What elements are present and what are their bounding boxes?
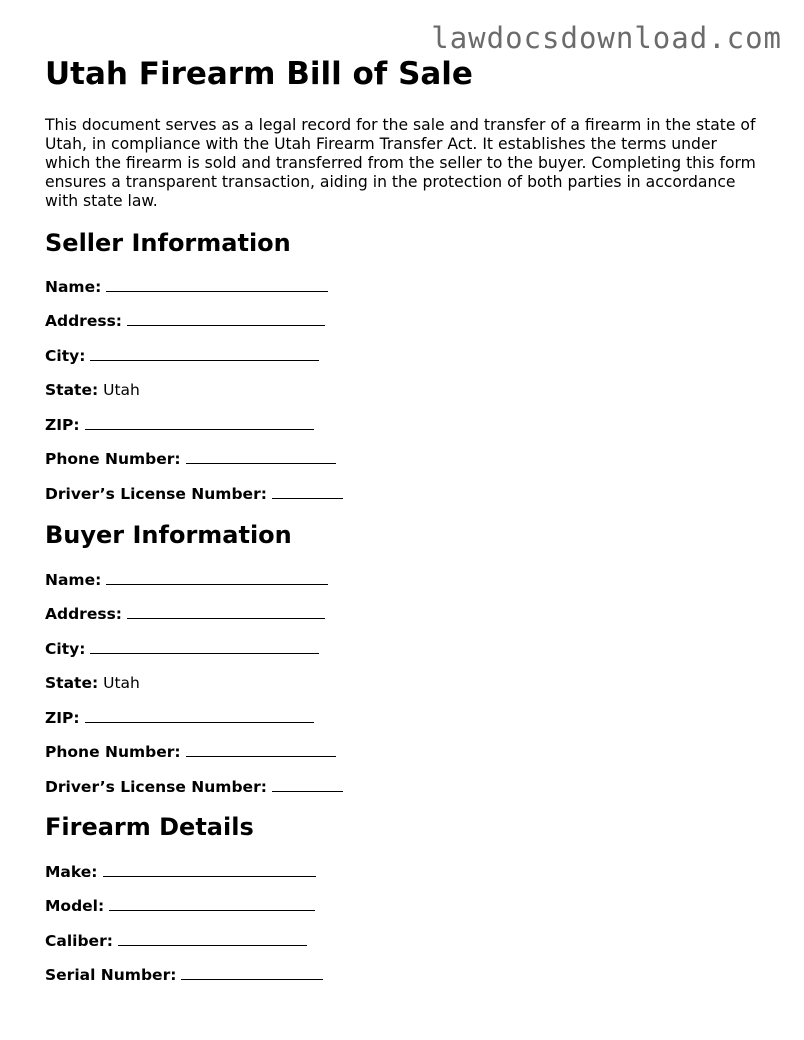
seller-state-value: Utah (103, 381, 140, 399)
seller-address-label: Address: (45, 312, 122, 330)
firearm-caliber-label: Caliber: (45, 932, 113, 950)
buyer-state-label: State: (45, 674, 99, 692)
buyer-name-label: Name: (45, 571, 102, 589)
buyer-phone-blank[interactable] (186, 742, 336, 757)
seller-name-field (45, 277, 328, 297)
buyer-name-blank[interactable] (106, 570, 328, 585)
firearm-caliber-blank[interactable] (118, 931, 307, 946)
buyer-city-blank[interactable] (90, 639, 319, 654)
seller-phone-blank[interactable] (186, 449, 336, 464)
seller-name-blank[interactable] (106, 277, 328, 292)
watermark: lawdocsdownload.com (431, 21, 782, 55)
buyer-zip-blank[interactable] (85, 708, 314, 723)
buyer-license-blank[interactable] (272, 777, 343, 792)
firearm-section-heading: Firearm Details (45, 813, 254, 841)
buyer-license-label: Driver’s License Number: (45, 778, 267, 796)
seller-city-label: City: (45, 347, 86, 365)
seller-zip-label: ZIP: (45, 416, 80, 434)
buyer-state-field (45, 673, 140, 693)
seller-license-label: Driver’s License Number: (45, 485, 267, 503)
firearm-caliber-field (45, 931, 307, 951)
buyer-section-heading: Buyer Information (45, 521, 292, 549)
seller-phone-field (45, 449, 336, 469)
seller-state-label: State: (45, 381, 99, 399)
buyer-name-field (45, 570, 328, 590)
firearm-make-field (45, 862, 316, 882)
seller-city-field (45, 346, 319, 366)
firearm-serial-label: Serial Number: (45, 966, 177, 984)
buyer-address-blank[interactable] (127, 604, 325, 619)
seller-city-blank[interactable] (90, 346, 319, 361)
firearm-make-blank[interactable] (103, 862, 316, 877)
buyer-zip-label: ZIP: (45, 709, 80, 727)
seller-address-blank[interactable] (127, 311, 325, 326)
firearm-serial-blank[interactable] (181, 965, 323, 980)
firearm-model-blank[interactable] (109, 896, 315, 911)
firearm-model-label: Model: (45, 897, 105, 915)
buyer-city-label: City: (45, 640, 86, 658)
document-title: Utah Firearm Bill of Sale (45, 56, 473, 92)
seller-zip-field (45, 415, 314, 435)
firearm-make-label: Make: (45, 863, 98, 881)
seller-license-blank[interactable] (272, 484, 343, 499)
buyer-zip-field (45, 708, 314, 728)
seller-state-field (45, 380, 140, 400)
firearm-model-field (45, 896, 315, 916)
seller-name-label: Name: (45, 278, 102, 296)
seller-address-field (45, 311, 325, 331)
intro-paragraph: This document serves as a legal record for the sale and transfer of a firearm in the state of Utah, in compliance with the Utah Firearm Transfer Act. It establishes the terms under which the firearm is sold and transferred from the seller to the buyer. Completing this form ensures a transparent transaction, aiding in the protection of both parties in accordance with state law. (45, 116, 756, 210)
buyer-license-field (45, 777, 343, 797)
seller-section-heading: Seller Information (45, 229, 291, 257)
buyer-city-field (45, 639, 319, 659)
buyer-phone-label: Phone Number: (45, 743, 181, 761)
seller-zip-blank[interactable] (85, 415, 314, 430)
buyer-address-label: Address: (45, 605, 122, 623)
buyer-state-value: Utah (103, 674, 140, 692)
buyer-phone-field (45, 742, 336, 762)
buyer-address-field (45, 604, 325, 624)
seller-phone-label: Phone Number: (45, 450, 181, 468)
seller-license-field (45, 484, 343, 504)
firearm-serial-field (45, 965, 323, 985)
